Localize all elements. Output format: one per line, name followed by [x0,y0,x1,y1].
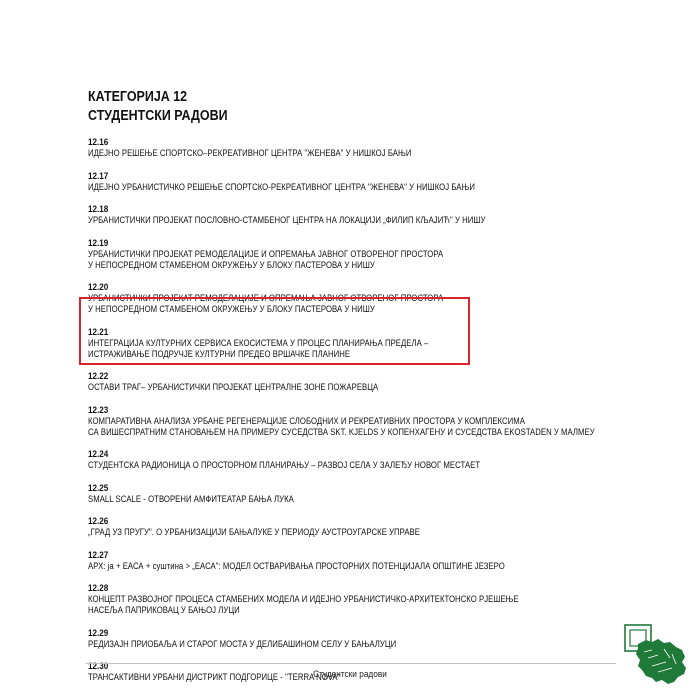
entry-title-line: УРБАНИСТИЧКИ ПРОЈЕКАТ ПОСЛОВНО-СТАМБЕНОГ ЦЕНТРА НА ЛОКАЦИЈИ „ФИЛИП КЉАЈИЋ" У НИШУ [88,215,486,225]
entry-number: 12.17 [88,170,109,181]
entry-title-line: ИНТЕГРАЦИЈА КУЛТУРНИХ СЕРВИСА ЕКОСИСТЕМА У ПРОЦЕС ПЛАНИРАЊА ПРЕДЕЛА – [88,337,429,348]
entry-title-line: УРБАНИСТИЧКИ ПРОЈЕКАТ РЕМОДЕЛАЦИЈЕ И ОПРЕМАЊА ЈАВНОГ ОТВОРЕНОГ ПРОСТОРА [88,248,444,259]
entry-number: 12.24 [88,449,109,459]
entry-title-line: СА ВИШЕСПРАТНИМ СТАНОВАЊЕМ НА ПРИМЕРУ СУСЕДСТВА SKT. KJELDS У КОПЕНХАГЕНУ И СУСЕДСТВА EKOSTADEN У МАЛМЕУ [88,426,595,437]
entry-title-line: СТУДЕНТСКА РАДИОНИЦА О ПРОСТОРНОМ ПЛАНИРАЊУ – РАЗВОЈ СЕЛА У ЗАЛЕЂУ НОВОГ МЕСТАЕТ [88,460,481,470]
list-item [88,449,648,471]
list-item [88,171,648,193]
list-item [88,483,648,505]
entry-number: 12.28 [88,583,109,593]
entry-title-line: АРХ: ја + ЕАСА + суштина > „ЕАСА": МОДЕЛ ОСТВАРИВАЊА ПРОСТОРНИХ ПОТЕНЦИЈАЛА ОПШТИНЕ ЈЕЗЕРО [88,560,505,571]
list-item [88,371,648,393]
list-item [88,516,648,538]
list-item [88,550,648,572]
entry-title-line: ИДЕЈНО УРБАНИСТИЧКО РЕШЕЊЕ СПОРТСКО-РЕКРЕАТИВНОГ ЦЕНТРА "ЖЕНЕВА" У НИШКОЈ БАЊИ [88,181,475,192]
entry-title-line: „ГРАД УЗ ПРУГУ". О УРБАНИЗАЦИЈИ БАЊАЛУКЕ У ПЕРИОДУ АУСТРОУГАРСКЕ УПРАВЕ [88,527,420,537]
entry-title-line: SMALL SCALE - ОТВОРЕНИ АМФИТЕАТАР БАЊА ЛУКА [88,493,294,504]
list-item [88,238,648,271]
list-item [88,628,648,650]
entry-number: 12.30 [88,661,109,671]
entry-title-line: КОНЦЕПТ РАЗВОЈНОГ ПРОЦЕСА СТАМБЕНИХ МОДЕЛА И ИДЕЈНО УРБАНИСТИЧКО-АРХИТЕКТОНСКО РЈЕШЕЊЕ [88,594,519,604]
entry-title-line: У НЕПОСРЕДНОМ СТАМБЕНОМ ОКРУЖЕЊУ У БЛОКУ ПАСТЕРОВА У НИШУ [88,259,375,270]
entry-title-line: У НЕПОСРЕДНОМ СТАМБЕНОМ ОКРУЖЕЊУ У БЛОКУ ПАСТЕРОВА У НИШУ [88,304,375,314]
footer-title: Студентски радови [313,669,387,679]
green-map-logo-icon [622,622,692,690]
list-item [88,137,648,159]
entry-title-line: РЕДИЗАЈН ПРИОБАЉА И СТАРОГ МОСТА У ДЕЛИБАШИНОМ СЕЛУ У БАЊАЛУЦИ [88,638,397,649]
list-item [88,583,648,616]
entry-title-line: КОМПАРАТИВНА АНАЛИЗА УРБАНЕ РЕГЕНЕРАЦИЈЕ СЛОБОДНИХ И РЕКРЕАТИВНИХ ПРОСТОРА У КОМПЛЕКСИМА [88,415,525,426]
entry-number: 12.19 [88,237,109,248]
entry-title-line: ТРАНСАКТИВНИ УРБАНИ ДИСТРИКТ ПОДГОРИЦЕ - "TERRA NOVA" [88,672,341,682]
entry-list [88,137,648,695]
highlight-box [79,297,470,365]
entry-number: 12.27 [88,549,109,560]
entry-title-line: ИСТРАЖИВАЊЕ ПОДРУЧЈЕ КУЛТУРНИ ПРЕДЕО ВРШАЧКЕ ПЛАНИНЕ [88,348,351,359]
entry-number: 12.26 [88,516,109,526]
entry-number: 12.18 [88,204,109,214]
entry-title-line: НАСЕЉА ПАПРИКОВАЦ У БАЊОЈ ЛУЦИ [88,605,240,615]
footer-divider [86,663,616,664]
entry-number: 12.21 [88,326,109,337]
entry-title-line: УРБАНИСТИЧКИ ПРОЈЕКАТ РЕМОДЕЛАЦИЈЕ И ОПРЕМАЊА ЈАВНОГ ОТВОРЕНОГ ПРОСТОРА [88,293,444,303]
entry-number: 12.20 [88,282,109,292]
entry-title-line: ОСТАВИ ТРАГ– УРБАНИСТИЧКИ ПРОЈЕКАТ ЦЕНТРАЛНЕ ЗОНЕ ПОЖАРЕВЦА [88,382,379,392]
entry-title-line: ИДЕЈНО РЕШЕЊЕ СПОРТСКО–РЕКРЕАТИВНОГ ЦЕНТРА "ЖЕНЕВА" У НИШКОЈ БАЊИ [88,148,412,158]
entry-number: 12.23 [88,404,109,415]
category-number: КАТЕГОРИЈА 12 [88,89,188,105]
category-title: СТУДЕНТСКИ РАДОВИ [88,108,228,124]
entry-number: 12.25 [88,482,109,493]
entry-number: 12.22 [88,371,109,381]
category-heading [88,88,228,126]
entry-number: 12.29 [88,627,109,638]
list-item [88,204,648,226]
list-item [88,405,648,438]
entry-number: 12.16 [88,137,109,147]
